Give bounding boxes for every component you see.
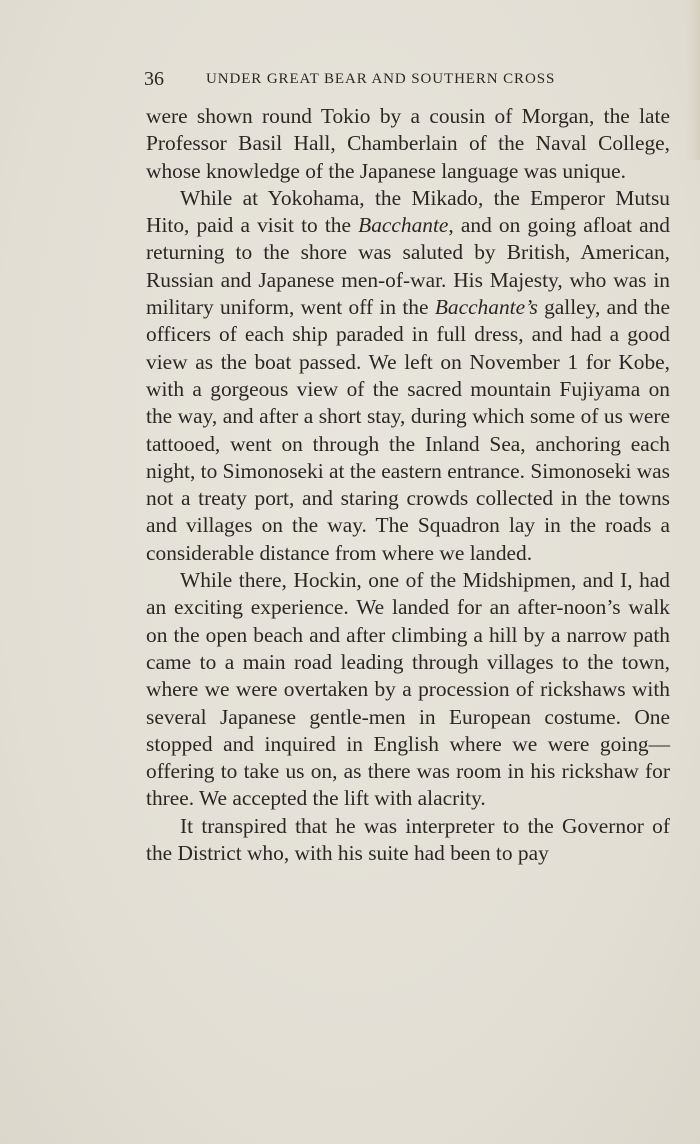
text-segment: While at Yokohama, the Mikado, the Emperor Mutsu Hito, paid a visit to the: [146, 185, 670, 238]
running-head: UNDER GREAT BEAR AND SOUTHERN CROSS: [206, 71, 556, 87]
page-edge-shadow: [686, 0, 700, 160]
text-segment: While there, Hockin, one of the Midshipmen, and I, had an exciting experience. We landed for an after-noon’s walk on the open beach and after climbing a hill by a narrow path came to a main road leading through villages to the town, where we were overtaken by a procession of rickshaws with several Japanese gentle-men in European costume. One stopped and inquired in English where we were going—offering to take us on, as there was room in his rickshaw for three. We accepted the lift with alacrity.: [146, 568, 670, 811]
text-segment: were shown round Tokio by a cousin of Morgan, the late Professor Basil Hall, Chamberlain of the Naval College, whose knowledge of the Japanese language was unique.: [146, 104, 670, 183]
paragraph-p1: [146, 103, 670, 185]
text-segment: galley, and the officers of each ship paraded in full dress, and had a good view as the boat passed. We left on November 1 for Kobe, with a gorgeous view of the sacred mountain Fujiyama on the way, and after a short stay, during which some of us were tattooed, went on through the Inland Sea, anchoring each night, to Simonoseki at the eastern entrance. Simonoseki was not a treaty port, and staring crowds collected in the towns and villages on the way. The Squadron lay in the roads a considerable distance from where we landed.: [146, 295, 670, 565]
page-header: [144, 68, 664, 96]
paragraph-p2: [146, 185, 670, 567]
italic-text: Bacchante: [358, 213, 449, 238]
body-text: [146, 103, 670, 867]
italic-text: Bacchante’s: [434, 295, 538, 320]
page-number: 36: [144, 68, 164, 90]
text-segment: It transpired that he was interpreter to the Governor of the District who, with his suite had been to pay: [146, 813, 670, 866]
paragraph-p3: [146, 567, 670, 813]
text-segment: , and on going afloat and returning to the shore was saluted by British, American, Russian and Japanese men-of-war. His Majesty, who was in military uniform, went off in the: [146, 213, 670, 320]
paragraph-p4: [146, 813, 670, 868]
